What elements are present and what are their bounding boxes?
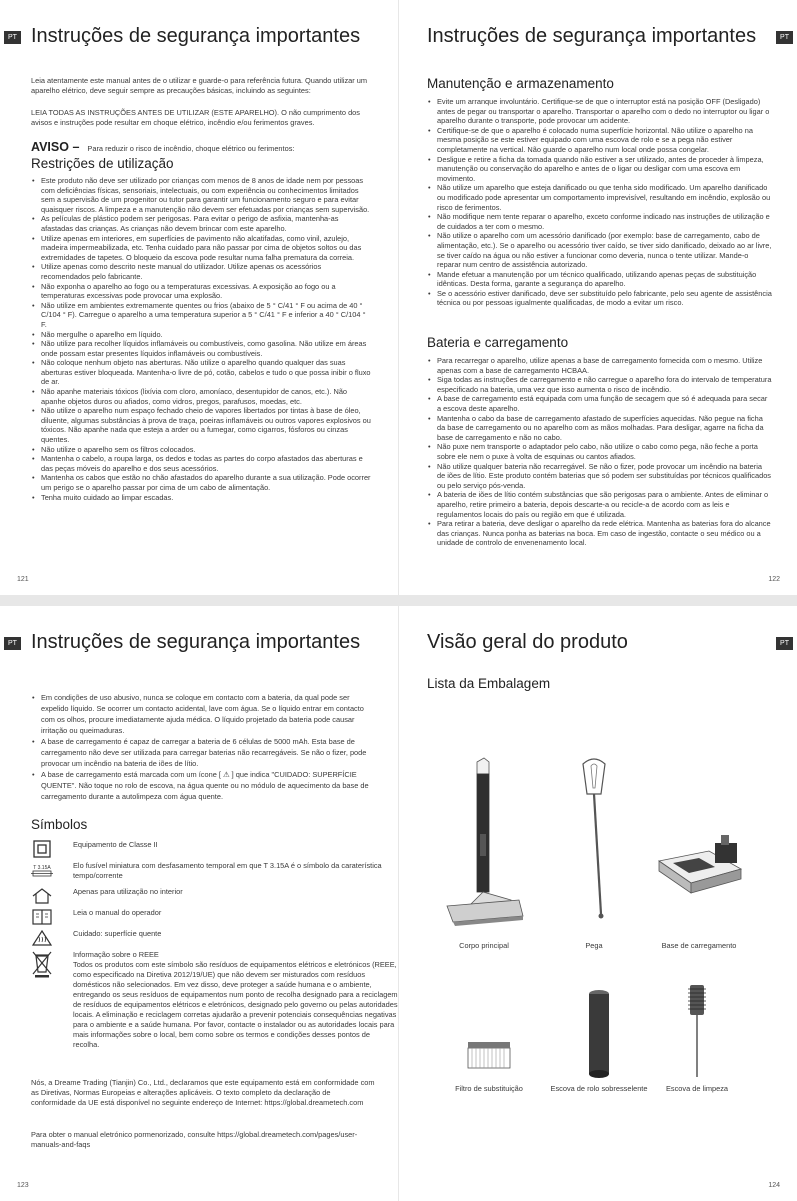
- list-item: • Não utilize qualquer bateria não recarregável. Se não o fizer, pode provocar um incêndio na bateria de iões de lítio. Este produto contém baterias que só podem ser substituídas por técnicos qualificados ou pelo serviço pós-venda.: [427, 462, 772, 491]
- maintenance-list: [427, 97, 772, 308]
- language-badge: PT: [776, 31, 793, 44]
- list-item: • A bateria de iões de lítio contém substâncias que são perigosas para o ambiente. Antes de eliminar o aparelho, retire primeiro a bateria, depois descarte-a ou recicle-a de acordo com as leis e regulamentos locais do país ou região em que é utilizada.: [427, 490, 772, 519]
- symbol-row: [31, 908, 381, 926]
- language-badge: PT: [4, 31, 21, 44]
- battery-list: [427, 356, 772, 548]
- list-item: • Para recarregar o aparelho, utilize apenas a base de carregamento fornecida com o mesmo. Utilize apenas com a base de carregamento HCBAA.: [427, 356, 772, 375]
- page-number: 122: [768, 576, 780, 583]
- battery-safety-list: [31, 692, 376, 802]
- section-title: Restrições de utilização: [31, 156, 174, 171]
- filter-illustration: [464, 1034, 514, 1072]
- product-label: Escova de rolo sobresselente: [550, 1084, 648, 1093]
- list-item: • A base de carregamento está equipada com uma função de secagem que só é adequada para secar a escova deste aparelho.: [427, 394, 772, 413]
- symbol-text: Leia o manual do operador: [73, 908, 162, 917]
- list-item: • Não utilize em ambientes extremamente quentes ou frios (abaixo de 5 ° C/41 ° F ou acima de 40 ° C/104 ° F). Carregue o aparelho a uma temperatura superior a 5 ° C/41 ° F e inferior a 40 ° C/104 ° F.: [31, 301, 371, 330]
- list-item: • Para retirar a bateria, deve desligar o aparelho da rede elétrica. Mantenha as baterias fora do alcance das crianças. Nunca ponha as baterias na boca. Em caso de ingestão, contacte o seu médico ou a unidade de controlo de envenenamento local.: [427, 519, 772, 548]
- symbol-text: Cuidado: superfície quente: [73, 929, 162, 938]
- list-item: • Não utilize o aparelho sem os filtros colocados.: [31, 445, 371, 455]
- hot-surface-icon: [31, 929, 53, 947]
- list-item: • Não coloque nenhum objeto nas aberturas. Não utilize o aparelho quando qualquer das suas aberturas estiver bloqueada. Mantenha-o livre de pó, cotão, cabelos e tudo o que possa inibir o fluxo de ar.: [31, 358, 371, 387]
- list-item: • Siga todas as instruções de carregamento e não carregue o aparelho fora do intervalo de temperatura especificado na bateria, uma vez que isso aumenta o risco de incêndio.: [427, 375, 772, 394]
- manual-book-icon: [31, 908, 53, 926]
- aviso-text: Para reduzir o risco de incêndio, choque elétrico ou ferimentos:: [87, 144, 295, 153]
- list-item: • Em condições de uso abusivo, nunca se coloque em contacto com a bateria, da qual pode ser expelido líquido. Se ocorrer um contacto acidental, lave com água. Se o líquido entrar em contacto com os olhos, procure imediatamente ajuda médica. O líquido projetado da bateria pode causar irritação ou queimaduras.: [31, 692, 376, 736]
- page-123: [0, 606, 398, 1201]
- section-title: Lista da Embalagem: [427, 676, 551, 691]
- list-item: • Não puxe nem transporte o adaptador pelo cabo, não utilize o cabo como pega, não feche a porta sobre ele nem o puxe à volta de esquinas ou cantos afiados.: [427, 442, 772, 461]
- list-item: • Mande efetuar a manutenção por um técnico qualificado, utilizando apenas peças de substituição idênticas. Desta forma, garante a segurança do aparelho.: [427, 270, 772, 289]
- double-square-icon: [31, 840, 53, 858]
- weee-text: Informação sobre o REEE Todos os produtos com este símbolo são resíduos de equipamentos elétricos e eletrónicos (REEE, como especificado na Diretiva 2012/19/UE) que não devem ser misturados com resíduos domésticos não selecionados. Em vez disso, deve proteger a saúde humana e o ambiente, entregando os seus resíduos de equipamentos num ponto de recolha designado para a reciclagem de resíduos de equipamentos elétricos e eletrónicos, designado pelo governo ou pelas autoridades locais. A eliminação e reciclagem corretas ajudarão a prevenir potenciais consequências negativas para o ambiente e a saúde humana. Por favor, contacte o instalador ou as autoridades locais para mais informações sobre o local, bem como sobre os termos e condições desses pontos de recolha.: [73, 950, 398, 1049]
- list-item: • As películas de plástico podem ser perigosas. Para evitar o perigo de asfixia, mantenha-as afastadas das crianças. As crianças não devem brincar com este aparelho.: [31, 214, 371, 233]
- list-item: • Não modifique nem tente reparar o aparelho, exceto conforme indicado nas instruções de utilização e de cuidados a ter com o mesmo.: [427, 212, 772, 231]
- list-item: • Desligue e retire a ficha da tomada quando não estiver a ser utilizado, antes de proceder à limpeza, manutenção ou conservação do aparelho e antes de o ligar ou desligar com uma escova em movimento.: [427, 155, 772, 184]
- language-badge: PT: [776, 637, 793, 650]
- symbol-text: Elo fusível miniatura com desfasamento temporal em que T 3.15A é o símbolo da caraterística tempo/corrente: [73, 861, 382, 880]
- language-badge: PT: [4, 637, 21, 650]
- page-title: Visão geral do produto: [427, 631, 628, 653]
- intro-warning-paragraph: LEIA TODAS AS INSTRUÇÕES ANTES DE UTILIZAR (ESTE APARELHO). O não cumprimento dos avisos e instruções pode resultar em choque elétrico, incêndio e/ou ferimentos graves.: [31, 108, 360, 127]
- symbols-title: Símbolos: [31, 817, 88, 832]
- charging-base-illustration: [649, 821, 749, 931]
- page-122: [399, 0, 797, 595]
- intro-paragraph: Leia atentamente este manual antes de o utilizar e guarde-o para referência futura. Quando utilizar um aparelho elétrico, deve seguir sempre as precauções básicas, incluindo as seguintes:: [31, 76, 368, 95]
- list-item: • Mantenha os cabos que estão no chão afastados do aparelho durante a sua utilização. Pode ocorrer um perigo se o aparelho passar por cima de um cabo de alimentação.: [31, 473, 371, 492]
- list-item: • Mantenha o cabo da base de carregamento afastado de superfícies aquecidas. Não pegue na ficha da base de carregamento ou no aparelho com as mãos molhadas. Para desligar, agarre na ficha da base de carregamento e não no cabo.: [427, 414, 772, 443]
- list-item: • Não utilize para recolher líquidos inflamáveis ou combustíveis, como gasolina. Não utilize em áreas onde possam estar presentes líquidos inflamáveis ou combustíveis.: [31, 339, 371, 358]
- symbol-row: [31, 861, 381, 883]
- page-title: Instruções de segurança importantes: [427, 25, 757, 47]
- product-label: Pega: [585, 941, 603, 950]
- handle-illustration: [569, 754, 619, 934]
- manual-link-paragraph: Para obter o manual eletrónico pormenorizado, consulte https://global.dreametech.com/pages/user-manuals-and-faqs: [31, 1130, 358, 1149]
- list-item: • A base de carregamento está marcada com um ícone [ ⚠ ] que indica "CUIDADO: SUPERFÍCIE QUENTE". Não toque no rolo de escova, na água quente ou no módulo de aquecimento da base de carregamento durante a autolimpeza com água quente.: [31, 769, 376, 802]
- symbol-text: Equipamento de Classe II: [73, 840, 158, 849]
- page-title: Instruções de segurança importantes: [31, 631, 361, 653]
- symbol-row: [31, 929, 381, 947]
- list-item: • Utilize apenas como descrito neste manual do utilizador. Utilize apenas os acessórios recomendados pelo fabricante.: [31, 262, 371, 281]
- list-item: • A base de carregamento é capaz de carregar a bateria de 6 células de 5000 mAh. Esta base de carregamento não deve ser utilizada para carregar baterias não recarregáveis. Se não o fizer, pode provocar um incêndio na bateria de iões de lítio.: [31, 736, 376, 769]
- page-number: 124: [768, 1182, 780, 1189]
- list-item: • Não apanhe materiais tóxicos (lixívia com cloro, amoníaco, desentupidor de canos, etc.). Não apanhe objetos duros ou afiados, como vidros, pregos, parafusos, moedas, etc.: [31, 387, 371, 406]
- crossed-bin-icon: [31, 950, 53, 978]
- list-item: • Não mergulhe o aparelho em líquido.: [31, 330, 371, 340]
- symbol-row: [31, 840, 381, 858]
- list-item: • Mantenha o cabelo, a roupa larga, os dedos e todas as partes do corpo afastados das aberturas e das peças móveis do aparelho e dos seus acessórios.: [31, 454, 371, 473]
- list-item: • Este produto não deve ser utilizado por crianças com menos de 8 anos de idade nem por pessoas com deficiências físicas, sensoriais, intelectuais, ou com experiência ou conhecimentos limitados sem a supervisão de um progenitor ou tutor para garantir um funcionamento seguro e para evitar quaisquer riscos. A limpeza e a manutenção não devem ser efetuadas por crianças sem supervisão.: [31, 176, 371, 214]
- cleaning-brush-illustration: [682, 981, 712, 1081]
- fuse-icon: [31, 861, 53, 879]
- main-body-illustration: [439, 754, 529, 934]
- roller-brush-illustration: [579, 986, 619, 1081]
- list-item: • Não utilize um aparelho que esteja danificado ou que tenha sido modificado. Um aparelho danificado ou modificado pode apresentar um comportamento imprevisível, resultando em incêndio, explosão ou risco de ferimentos.: [427, 183, 772, 212]
- list-item: • Evite um arranque involuntário. Certifique-se de que o interruptor está na posição OFF (Desligado) antes de pegar ou transportar o aparelho. Transportar o aparelho com o dedo no interruptor ou ligar o aparelho durante o transporte, pode provocar um acidente.: [427, 97, 772, 126]
- restrictions-list: [31, 176, 371, 502]
- product-label: Corpo principal: [459, 941, 509, 950]
- product-label: Escova de limpeza: [665, 1084, 729, 1093]
- symbol-row-weee: [31, 950, 398, 1070]
- page-124: [399, 606, 797, 1201]
- symbol-row: [31, 887, 381, 905]
- list-item: • Utilize apenas em interiores, em superfícies de pavimento não alcatifadas, como vinil, azulejo, madeira impermeabilizada, etc. Tenha cuidado para não passar por cima de objetos soltos ou das extremidades de tapetes. O bloqueio da escova pode resultar numa falha prematura da correia.: [31, 234, 371, 263]
- section-title-maintenance: Manutenção e armazenamento: [427, 76, 614, 91]
- list-item: • Não utilize o aparelho num espaço fechado cheio de vapores libertados por tintas à base de óleo, diluente, algumas substâncias à prova de traça, poeiras inflamáveis ou outros vapores explosivos ou tóxicos. Não apanhe nada que esteja a arder ou a fumegar, como cigarros, fósforos ou cinzas quentes.: [31, 406, 371, 444]
- section-title-battery: Bateria e carregamento: [427, 335, 569, 350]
- filter-illustration: [464, 725, 514, 761]
- page-number: 123: [17, 1182, 29, 1189]
- page-121: [0, 0, 398, 595]
- list-item: • Tenha muito cuidado ao limpar escadas.: [31, 493, 371, 503]
- aviso-label: AVISO –: [31, 140, 80, 154]
- aviso-line: [31, 140, 381, 154]
- list-item: • Não exponha o aparelho ao fogo ou a temperaturas excessivas. A exposição ao fogo ou a temperaturas excessivas pode provocar uma explosão.: [31, 282, 371, 301]
- product-label: Filtro de substituição: [455, 1084, 523, 1093]
- list-item: • Não utilize o aparelho com um acessório danificado (por exemplo: base de carregamento, cabo de alimentação, etc.). Se o aparelho ou acessório tiver caído, se tiver sido danificado, deixado ao ar livre, se tiver caído na água ou não estiver a funcionar como deveria, nunca o tente utilizar. Mande-o reparar num centro de assistência autorizado.: [427, 231, 772, 269]
- list-item: • Se o acessório estiver danificado, deve ser substituído pelo fabricante, pelo seu agente de assistência técnica ou por pessoas igualmente qualificadas, de modo a evitar um risco.: [427, 289, 772, 308]
- page-number: 121: [17, 576, 29, 583]
- symbol-text: Apenas para utilização no interior: [73, 887, 183, 896]
- page-title: Instruções de segurança importantes: [31, 25, 361, 47]
- list-item: • Certifique-se de que o aparelho é colocado numa superfície horizontal. Não utilize o aparelho na mesma posição se este estiver equipado com uma escova de rolo e se a pega não estiver completamente na vertical. Não guarde o aparelho num local onde possa congelar.: [427, 126, 772, 155]
- product-label: Base de carregamento: [661, 941, 737, 950]
- fuse-icon-label: T 3.15A: [33, 865, 51, 871]
- declaration-paragraph: Nós, a Dreame Trading (Tianjin) Co., Ltd., declaramos que este equipamento está em conformidade com as Diretivas, Normas Europeias e alterações aplicáveis. O texto completo da declaração de conformidade da UE está disponível no seguinte endereço de Internet: https://global.dreametech.com: [31, 1078, 375, 1107]
- house-icon: [31, 887, 53, 905]
